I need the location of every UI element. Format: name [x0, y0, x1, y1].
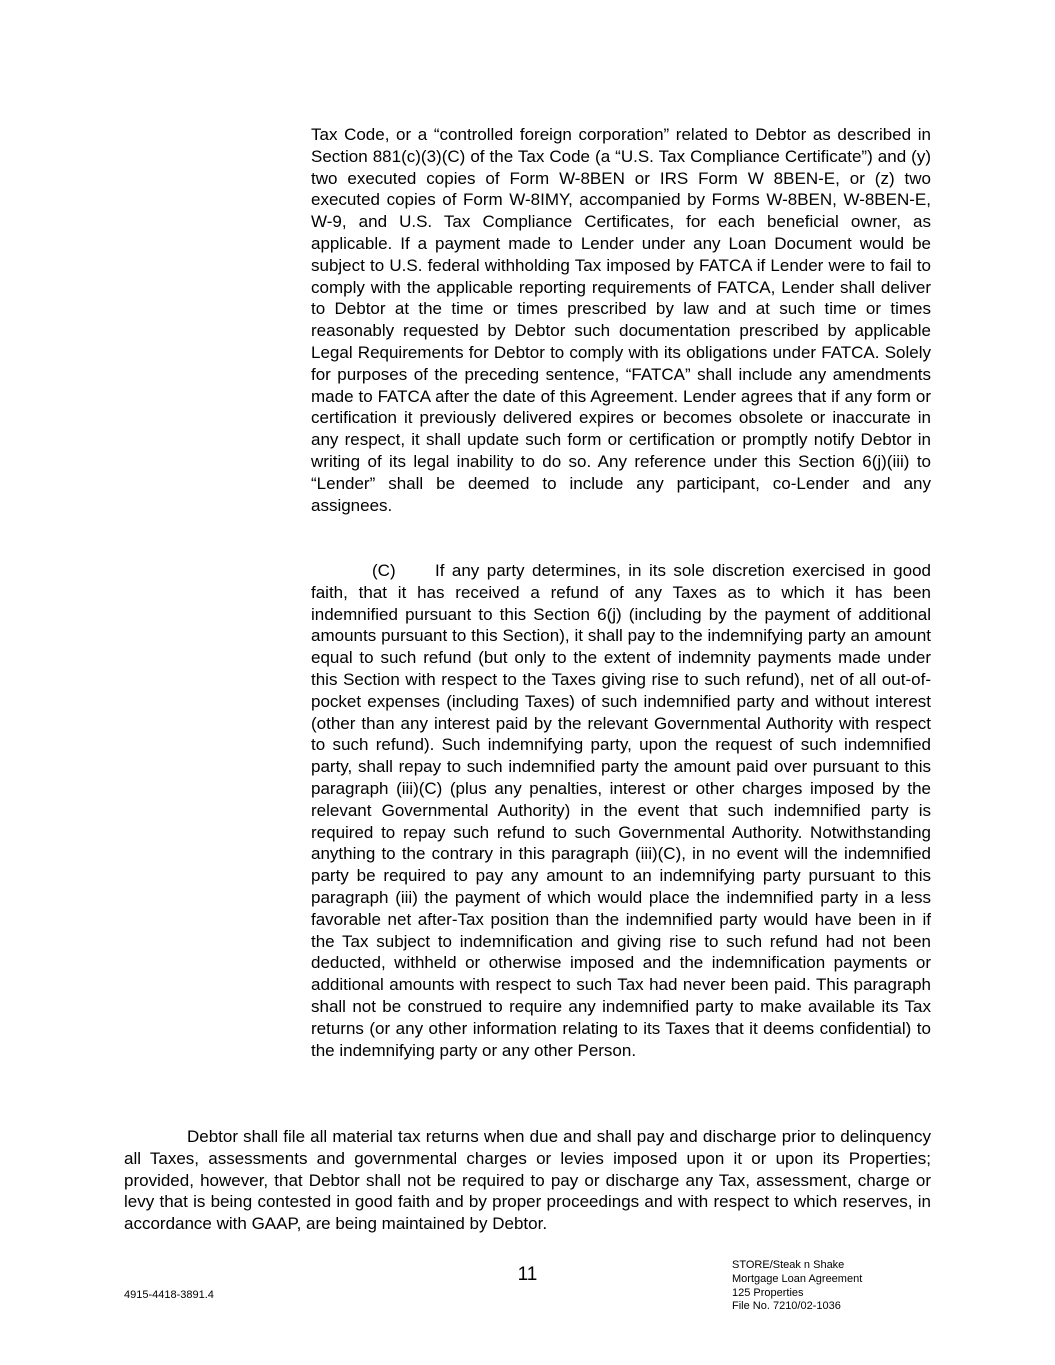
paragraph-label-c: (C) — [372, 561, 396, 580]
footer-line-title: STORE/Steak n Shake — [732, 1259, 845, 1271]
footer-line-agreement: Mortgage Loan Agreement — [732, 1272, 863, 1285]
paragraph-refunds-text: If any party determines, in its sole discretion exercised in good faith, that it has received a refund of any Taxes as to which it has been indemnified pursuant to this Section 6(j) (including by the payment of additional amounts pursuant to this Section), it shall pay to the indemnifying party an amount equal to such refund (but only to the extent of indemnity payments made under this Section with respect to the Taxes giving rise to such refund), net of all out-of-pocket expenses (including Taxes) of such indemnified party and without interest (other than any interest paid by the relevant Governmental Authority with respect to such refund). Such indemnifying party, upon the request of such indemnified party, shall repay to such indemnified party the amount paid over pursuant to this paragraph (iii)(C) (plus any penalties, interest or other charges imposed by the relevant Governmental Authority) in the event that such indemnified party is required to repay such refund to such Governmental Authority. Notwithstanding anything to the contrary in this paragraph (iii)(C), in no event will the indemnified party be required to pay any amount to an indemnifying party pursuant to this paragraph (iii) the payment of which would place the indemnified party in a less favorable net after-Tax position than the indemnified party would have been in if the Tax subject to indemnification and giving rise to such refund had not been deducted, withheld or otherwise imposed and the indemnification payments or additional amounts with respect to such Tax had never been paid. This paragraph shall not be construed to require any indemnified party to make available its Tax returns (or any other information relating to its Taxes that it deems confidential) to the indemnifying party or any other Person. — [311, 561, 931, 1060]
paragraph-refunds — [311, 560, 931, 1061]
page-number: 11 — [517, 1264, 538, 1285]
paragraph-tax-compliance: Tax Code, or a “controlled foreign corporation” related to Debtor as described in Section 881(c)(3)(C) of the Tax Code (a “U.S. Tax Compliance Certificate”) and (y) two executed copies of Form W-8BEN or IRS Form W 8BEN-E, or (z) two executed copies of Form W-8IMY, accompanied by Forms W-8BEN, W-8BEN-E, W-9, and U.S. Tax Compliance Certificates, for each beneficial owner, as applicable. If a payment made to Lender under any Loan Document would be subject to U.S. federal withholding Tax imposed by FATCA if Lender were to fail to comply with the applicable reporting requirements of FATCA, Lender shall deliver to Debtor at the time or times prescribed by law and at such time or times reasonably requested by Debtor such documentation prescribed by applicable Legal Requirements for Debtor to comply with its obligations under FATCA. Solely for purposes of the preceding sentence, “FATCA” shall include any amendments made to FATCA after the date of this Agreement. Lender agrees that if any form or certification it previously delivered expires or becomes obsolete or inaccurate in any respect, it shall update such form or certification or promptly notify Debtor in writing of its legal inability to do so. Any reference under this Section 6(j)(iii) to “Lender” shall be deemed to include any participant, co-Lender and any assignees. — [311, 125, 931, 515]
footer-line-properties: 125 Properties — [732, 1286, 804, 1299]
footer-document-info — [732, 1259, 862, 1314]
document-id: 4915-4418-3891.4 — [124, 1289, 214, 1301]
footer-line-file-number: File No. 7210/02-1036 — [732, 1300, 841, 1313]
paragraph-payment-of-taxes: Debtor shall file all material tax returns when due and shall pay and discharge prior to delinquency all Taxes, assessments and governmental charges or levies imposed upon it or upon its Properties; provided, however, that Debtor shall not be required to pay or discharge any Tax, assessment, charge or levy that is being contested in good faith and by proper proceedings and with respect to which reserves, in accordance with GAAP, are being maintained by Debtor. — [124, 1127, 931, 1234]
